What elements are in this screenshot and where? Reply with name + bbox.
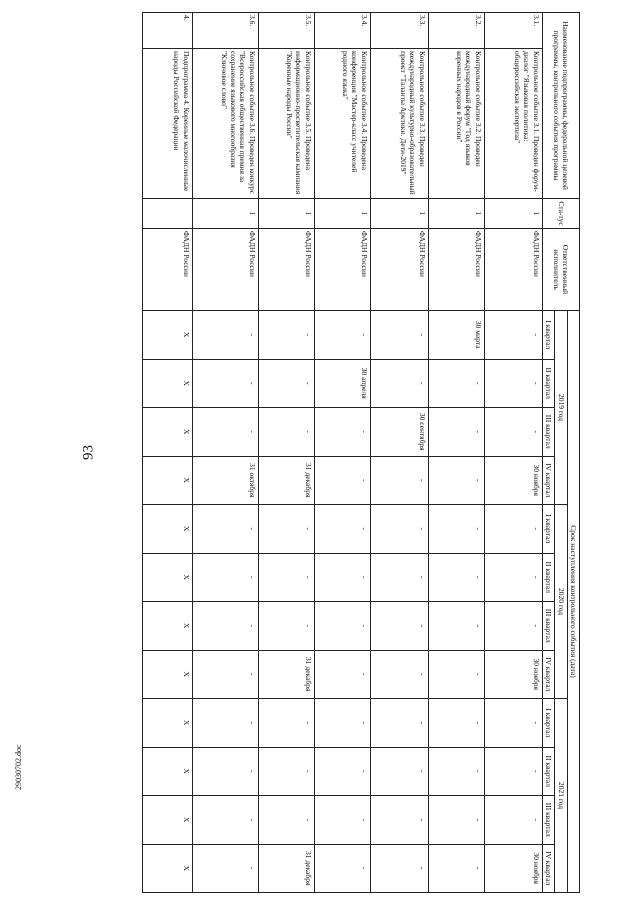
quarter-cell: - (314, 699, 370, 748)
row-executor: ФАДН России (484, 229, 542, 311)
row-name: Контрольное событие 3.6. Проведен конкурс "Всероссийская общественная премия за сохранение языкового многообразия "Ключевое слово" (192, 49, 258, 199)
quarter-cell: 30 сентября (370, 408, 428, 457)
quarter-cell: - (428, 553, 484, 602)
table-row (192, 13, 258, 893)
row-status: 1 (370, 199, 428, 229)
quarter-cell: - (258, 553, 314, 602)
quarter-cell: - (258, 602, 314, 651)
header-dates: Срок наступления контрольного события (дата) (567, 311, 579, 893)
quarter-cell: X (142, 602, 192, 651)
row-name: Контрольное событие 3.4. Проведена конференция "Мастер-класс учителей родного языка" (314, 49, 370, 199)
row-name: Контрольное событие 3.5. Проведена информационно-просветительская кампания "Коренные народы России" (258, 49, 314, 199)
quarter-cell: - (370, 844, 428, 893)
quarter-cell: - (370, 650, 428, 699)
quarter-cell: - (258, 408, 314, 457)
quarter-cell: - (484, 505, 542, 554)
quarter-cell: - (192, 602, 258, 651)
header-quarter: II квартал (542, 359, 554, 408)
quarter-cell: 30 ноября (484, 456, 542, 505)
row-number: 3.2. (428, 13, 484, 49)
header-quarter: I квартал (542, 505, 554, 554)
header-year: 2020 год (555, 505, 567, 699)
quarter-cell: 30 марта (428, 311, 484, 360)
header-quarter: III квартал (542, 796, 554, 845)
quarter-cell: - (192, 505, 258, 554)
document-id: 29030702.doc (14, 744, 23, 790)
quarter-cell: 31 октября (192, 456, 258, 505)
quarter-cell: - (192, 359, 258, 408)
quarter-cell: X (142, 505, 192, 554)
row-status: 1 (314, 199, 370, 229)
quarter-cell: - (314, 844, 370, 893)
row-status: 1 (484, 199, 542, 229)
quarter-cell: - (192, 796, 258, 845)
quarter-cell: 31 декабря (258, 844, 314, 893)
row-name: Контрольное событие 3.2. Проведен международный форум "Год языков коренных народов в России" (428, 49, 484, 199)
row-status: 1 (428, 199, 484, 229)
quarter-cell: X (142, 650, 192, 699)
quarter-cell: X (142, 456, 192, 505)
row-number: 3.5. (258, 13, 314, 49)
header-quarter: III квартал (542, 602, 554, 651)
header-name: Наименование подпрограммы, федеральной целевой программы, контрольного события программы (542, 13, 579, 199)
row-number: 3.4. (314, 13, 370, 49)
quarter-cell: - (370, 747, 428, 796)
quarter-cell: - (192, 650, 258, 699)
table-row (258, 13, 314, 893)
quarter-cell: - (428, 359, 484, 408)
quarter-cell: - (192, 747, 258, 796)
quarter-cell: 31 декабря (258, 456, 314, 505)
quarter-cell: - (484, 553, 542, 602)
header-quarter: IV квартал (542, 844, 554, 893)
row-executor: ФАДН России (370, 229, 428, 311)
quarter-cell: - (370, 796, 428, 845)
header-quarter: II квартал (542, 747, 554, 796)
table-row (142, 13, 192, 893)
quarter-cell: - (314, 505, 370, 554)
row-status: 1 (258, 199, 314, 229)
row-executor: ФАДН России (428, 229, 484, 311)
quarter-cell: - (370, 505, 428, 554)
quarter-cell: - (258, 505, 314, 554)
quarter-cell: 30 апреля (314, 359, 370, 408)
quarter-cell: - (428, 699, 484, 748)
quarter-cell: - (314, 602, 370, 651)
quarter-cell: - (484, 602, 542, 651)
row-number: 3.3. (370, 13, 428, 49)
quarter-cell: X (142, 844, 192, 893)
quarter-cell: - (192, 553, 258, 602)
quarter-cell: X (142, 553, 192, 602)
quarter-cell: - (370, 699, 428, 748)
table-row (314, 13, 370, 893)
quarter-cell: X (142, 408, 192, 457)
quarter-cell: - (428, 456, 484, 505)
quarter-cell: - (192, 844, 258, 893)
header-quarter: II квартал (542, 553, 554, 602)
row-executor: ФАДН России (314, 229, 370, 311)
page-number: 93 (80, 445, 97, 460)
quarter-cell: - (370, 311, 428, 360)
table-row (370, 13, 428, 893)
quarter-cell: - (314, 747, 370, 796)
control-events-table (142, 12, 580, 893)
quarter-cell: X (142, 796, 192, 845)
row-number: 3.1. (484, 13, 542, 49)
quarter-cell: X (142, 311, 192, 360)
row-name: Контрольное событие 3.1. Проведен форум-диалог "Языковая политика: общероссийская экспертиза" (484, 49, 542, 199)
row-name: Контрольное событие 3.3. Проведен международный культурно-образовательный проект "Таланты Арктики. Дети-2019" (370, 49, 428, 199)
quarter-cell: - (258, 747, 314, 796)
quarter-cell: - (484, 699, 542, 748)
quarter-cell: - (428, 408, 484, 457)
rotated-table-wrapper (60, 12, 580, 892)
header-quarter: IV квартал (542, 650, 554, 699)
quarter-cell: - (428, 747, 484, 796)
quarter-cell: - (370, 602, 428, 651)
quarter-cell: - (192, 408, 258, 457)
quarter-cell: - (484, 408, 542, 457)
quarter-cell: - (314, 456, 370, 505)
header-quarter: III квартал (542, 408, 554, 457)
header-quarter: I квартал (542, 311, 554, 360)
quarter-cell: - (370, 456, 428, 505)
header-year: 2021 год (555, 699, 567, 893)
quarter-cell: - (428, 650, 484, 699)
quarter-cell: - (370, 553, 428, 602)
quarter-cell: - (484, 359, 542, 408)
quarter-cell: 30 ноября (484, 844, 542, 893)
row-number: 4. (142, 13, 192, 49)
quarter-cell: - (192, 699, 258, 748)
row-number: 3.6. (192, 13, 258, 49)
quarter-cell: - (192, 311, 258, 360)
header-quarter: I квартал (542, 699, 554, 748)
quarter-cell: - (258, 699, 314, 748)
row-executor: ФАДН России (142, 229, 192, 311)
quarter-cell: X (142, 359, 192, 408)
row-status (142, 199, 192, 229)
quarter-cell: - (428, 796, 484, 845)
header-executor: Ответственный исполнитель (542, 229, 579, 311)
row-executor: ФАДН России (258, 229, 314, 311)
header-year: 2019 год (555, 311, 567, 505)
row-name: Подпрограмма 4. Коренные малочисленные народы Российской Федерации (142, 49, 192, 199)
quarter-cell: - (258, 359, 314, 408)
row-status: 1 (192, 199, 258, 229)
quarter-cell: - (314, 408, 370, 457)
quarter-cell: - (370, 359, 428, 408)
quarter-cell: X (142, 699, 192, 748)
quarter-cell: - (314, 796, 370, 845)
header-quarter: IV квартал (542, 456, 554, 505)
quarter-cell: 31 декабря (258, 650, 314, 699)
quarter-cell: - (314, 553, 370, 602)
table-row (484, 13, 542, 893)
quarter-cell: - (258, 311, 314, 360)
quarter-cell: 30 ноября (484, 650, 542, 699)
quarter-cell: - (484, 796, 542, 845)
quarter-cell: - (428, 505, 484, 554)
table-row (428, 13, 484, 893)
header-status: Ста-тус (542, 199, 579, 229)
quarter-cell: - (484, 311, 542, 360)
quarter-cell: - (428, 602, 484, 651)
quarter-cell: - (428, 844, 484, 893)
quarter-cell: X (142, 747, 192, 796)
quarter-cell: - (314, 650, 370, 699)
quarter-cell: - (258, 796, 314, 845)
quarter-cell: - (484, 747, 542, 796)
row-executor: ФАДН России (192, 229, 258, 311)
quarter-cell: - (314, 311, 370, 360)
